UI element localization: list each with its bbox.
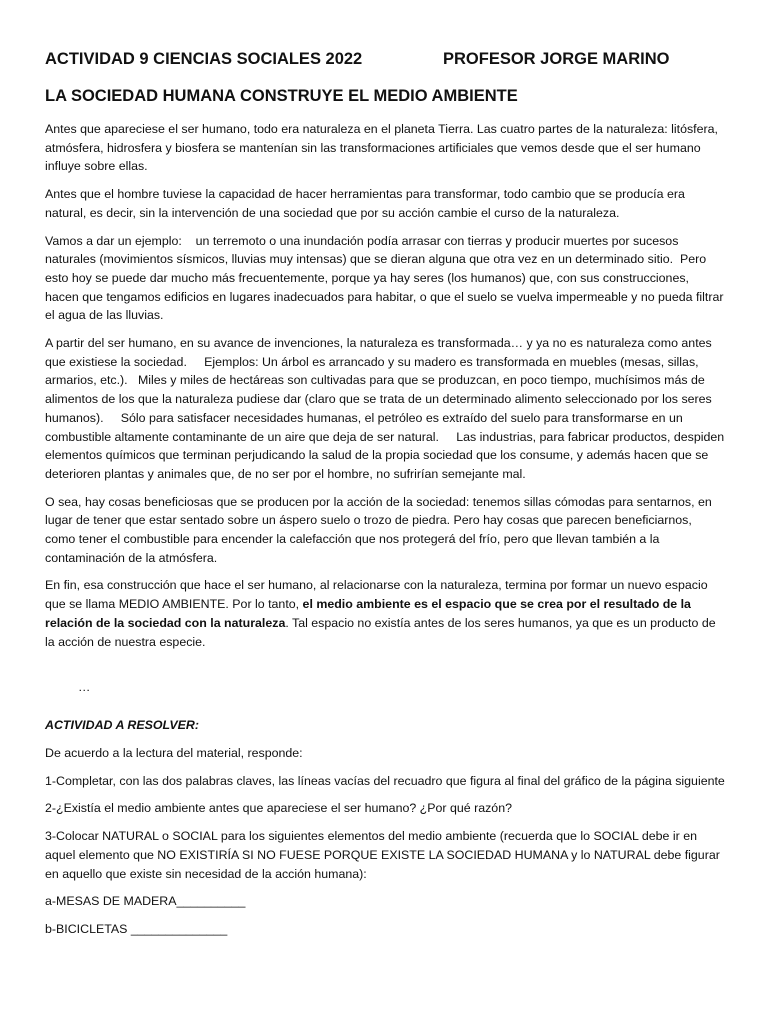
paragraph-2: Antes que el hombre tuviese la capacidad de hacer herramientas para transformar, todo cambio que se producía era natural, es decir, sin la intervención de una sociedad que por su acción cambie el curso de la naturaleza. [45,187,685,220]
activity-title: ACTIVIDAD A RESOLVER: [45,718,199,733]
item-a: a-MESAS DE MADERA__________ [45,894,246,909]
question-2: 2-¿Existía el medio ambiente antes que apareciese el ser humano? ¿Por qué razón? [45,801,512,816]
paragraph-1: Antes que apareciese el ser humano, todo era naturaleza en el planeta Tierra. Las cuatro partes de la naturaleza: litósfera, atmósfera, hidrosfera y biosfera se mantenían sin las transformaciones artificiales que vemos desde que el ser humano influye sobre ellas. [45,122,718,174]
paragraph-6-intro: En fin, esa construcción que hace el ser humano, al relacionarse con la naturaleza, termina por formar un nuevo espacio que se llama MEDIO AMBIENTE. Por lo tanto, [45,578,708,612]
paragraph-5: O sea, hay cosas beneficiosas que se producen por la acción de la sociedad: tenemos sillas cómodas para sentarnos, en lugar de tener que estar sentado sobre un áspero suelo o trozo de piedra. Pero hay cosas que parecen beneficiarnos, como tener el combustible para encender la calefacción que nos protegerá del frío, pero que llevan también a la contaminación de la atmósfera. [45,494,712,565]
question-1: 1-Completar, con las dos palabras claves, las líneas vacías del recuadro que figura al final del gráfico de la página siguiente [45,773,725,788]
document-header [45,50,725,72]
document-title: LA SOCIEDAD HUMANA CONSTRUYE EL MEDIO AMBIENTE [45,87,518,105]
paragraph-4: A partir del ser humano, en su avance de invenciones, la naturaleza es transformada… y ya no es naturaleza como antes que existiese la sociedad. Ejemplos: Un árbol es arrancado y su madero es transformada en muebles (mesas, sillas, armarios, etc.). Miles y miles de hectáreas son cultivadas para que se produzcan, en poco tiempo, muchísimos más de alimentos de los que la naturaleza pudiese dar (claro que se trata de un determinado alimento seleccionado por los seres humanos). Sólo para satisfacer necesidades humanas, el petróleo es extraído del suelo para transformarse en un combustible altamente contaminante de un aire que deja de ser natural. Las industrias, para fabricar productos, despiden elementos químicos que terminan perjudicando la salud de la propia sociedad que los consume, y además hacen que se deterioren plantas y animales que, de no ser por el hombre, no sufrirían semejante mal. [45,336,728,481]
teacher-name: PROFESOR JORGE MARINO [443,50,670,68]
question-3: 3-Colocar NATURAL o SOCIAL para los siguientes elementos del medio ambiente (recuerda que lo SOCIAL debe ir en aquel elemento que NO EXISTIRÍA SI NO FUESE PORQUE EXISTE LA SOCIEDAD HUMANA y lo NATURAL debe figurar en aquello que existe sin necesidad de la acción humana): [45,829,720,881]
paragraph-3: Vamos a dar un ejemplo: un terremoto o una inundación podía arrasar con tierras y producir muertes por sucesos naturales (movimientos sísmicos, lluvias muy intensas) que se dieran alguna que otra vez en un determinado sitio. Pero esto hoy se puede dar mucho más frecuentemente, porque ya hay seres (los humanos) que, con sus construcciones, hacen que tengamos edificios en lugares inadecuados para habitar, o que el suelo se vuelva impermeable y no pueda filtrar el agua de las lluvias. [45,233,727,323]
ellipsis-mark: … [78,680,91,695]
paragraph-6 [45,576,725,651]
paragraph-6-definition: el medio ambiente es el espacio que se crea por el resultado de la relación de la sociedad con la naturaleza [45,597,691,630]
activity-intro: De acuerdo a la lectura del material, responde: [45,745,303,760]
document-body [45,120,728,948]
paragraph-6-conclusion: . Tal espacio no existía antes de los seres humanos, ya que es un producto de la acción de nuestra especie. [45,615,716,649]
item-b: b-BICICLETAS ______________ [45,921,228,936]
activity-heading: ACTIVIDAD 9 CIENCIAS SOCIALES 2022 [45,50,363,68]
